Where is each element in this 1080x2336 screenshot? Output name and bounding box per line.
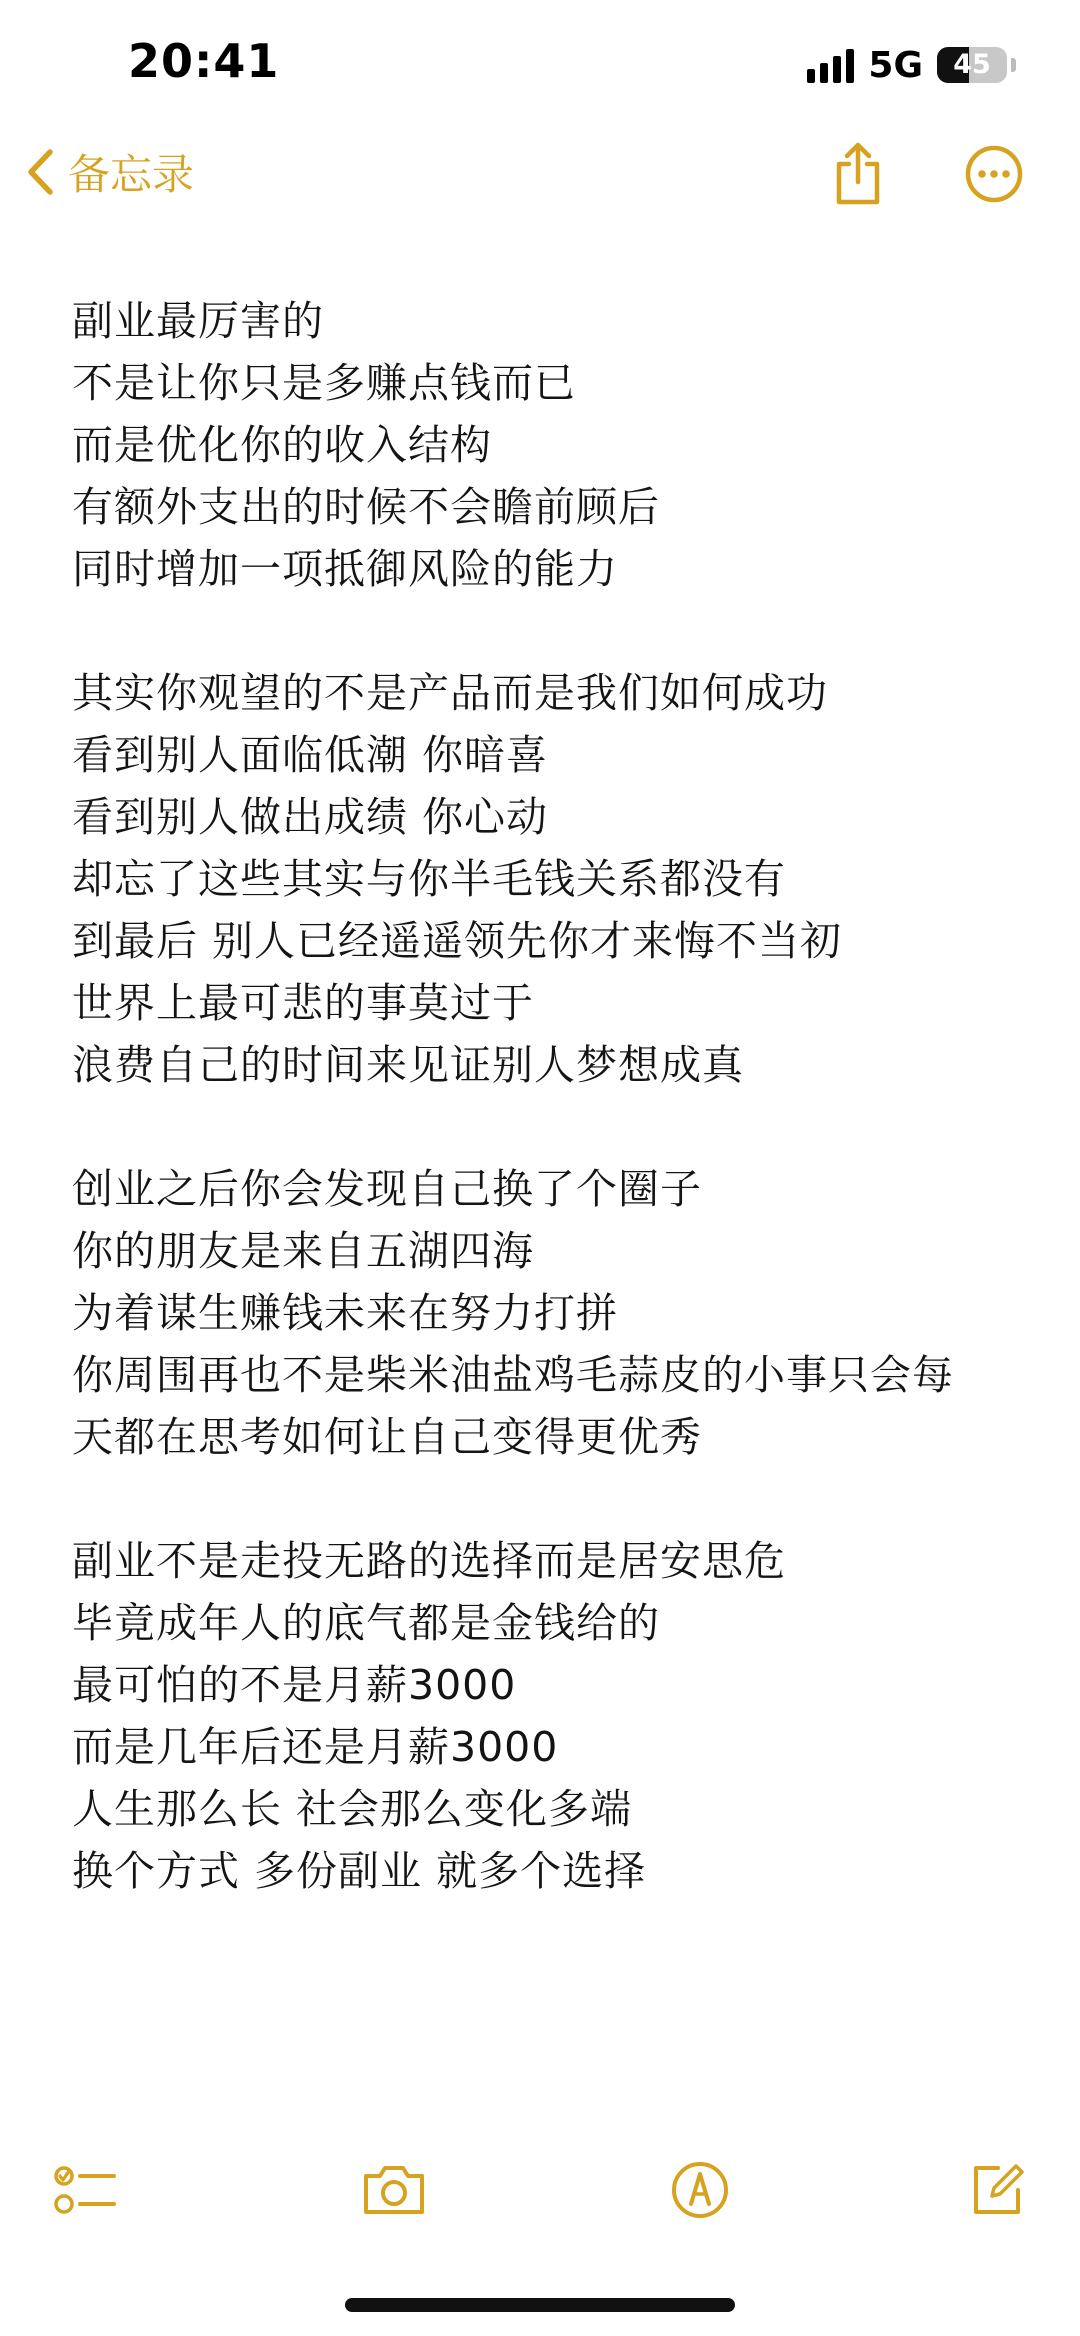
- network-type: 5G: [868, 44, 923, 86]
- note-line: 创业之后你会发现自己换了个圈子: [72, 1165, 702, 1213]
- note-paragraph: [72, 662, 1032, 1096]
- note-line: 你周围再也不是柴米油盐鸡毛蒜皮的小事只会每: [72, 1351, 954, 1399]
- more-icon: [964, 144, 1024, 204]
- note-paragraph: [72, 1530, 1032, 1902]
- note-line: 人生那么长 社会那么变化多端: [72, 1785, 633, 1833]
- note-line: 毕竟成年人的底气都是金钱给的: [72, 1599, 660, 1647]
- note-line: 最可怕的不是月薪3000: [72, 1661, 517, 1709]
- more-button[interactable]: [958, 138, 1030, 210]
- note-line: 副业不是走投无路的选择而是居安思危: [72, 1537, 786, 1585]
- note-line: 到最后 别人已经遥遥领先你才来悔不当初: [72, 917, 843, 965]
- note-line: 有额外支出的时候不会瞻前顾后: [72, 483, 660, 531]
- note-line: 却忘了这些其实与你半毛钱关系都没有: [72, 855, 786, 903]
- note-line: 而是优化你的收入结构: [72, 421, 492, 469]
- camera-icon: [360, 2162, 428, 2218]
- note-line: 你的朋友是来自五湖四海: [72, 1227, 534, 1275]
- status-bar: [0, 0, 1080, 120]
- markup-button[interactable]: [660, 2150, 740, 2230]
- note-line: 副业最厉害的: [72, 297, 324, 345]
- note-body[interactable]: [72, 290, 1032, 1964]
- home-indicator[interactable]: [345, 2298, 735, 2312]
- note-paragraph: [72, 1158, 1032, 1468]
- camera-button[interactable]: [354, 2150, 434, 2230]
- share-icon: [831, 142, 885, 206]
- note-line: 浪费自己的时间来见证别人梦想成真: [72, 1041, 744, 1089]
- note-line: 而是几年后还是月薪3000: [72, 1723, 559, 1771]
- battery-icon: [937, 47, 1007, 83]
- status-time: 20:41: [128, 34, 280, 88]
- note-line: 看到别人做出成绩 你心动: [72, 793, 549, 841]
- note-line: 其实你观望的不是产品而是我们如何成功: [72, 669, 828, 717]
- note-line: 换个方式 多份副业 就多个选择: [72, 1847, 647, 1895]
- note-paragraph: [72, 290, 1032, 600]
- note-line: 不是让你只是多赚点钱而已: [72, 359, 576, 407]
- bottom-toolbar: [0, 2150, 1080, 2240]
- share-button[interactable]: [822, 138, 894, 210]
- back-button[interactable]: [26, 140, 194, 204]
- status-indicators: [807, 40, 1016, 90]
- note-line: 同时增加一项抵御风险的能力: [72, 545, 618, 593]
- note-line: 看到别人面临低潮 你暗喜: [72, 731, 549, 779]
- compose-button[interactable]: [958, 2150, 1038, 2230]
- note-line: 为着谋生赚钱未来在努力打拼: [72, 1289, 618, 1337]
- chevron-left-icon: [26, 148, 54, 196]
- compose-icon: [968, 2160, 1028, 2220]
- signal-icon: [807, 47, 854, 83]
- markup-icon: [670, 2160, 730, 2220]
- battery-level: 45: [953, 49, 991, 80]
- note-line: 世界上最可悲的事莫过于: [72, 979, 534, 1027]
- checklist-icon: [54, 2160, 118, 2220]
- battery-tip: [1011, 58, 1016, 72]
- checklist-button[interactable]: [46, 2150, 126, 2230]
- note-line: 天都在思考如何让自己变得更优秀: [72, 1413, 702, 1461]
- back-label: 备忘录: [68, 150, 195, 199]
